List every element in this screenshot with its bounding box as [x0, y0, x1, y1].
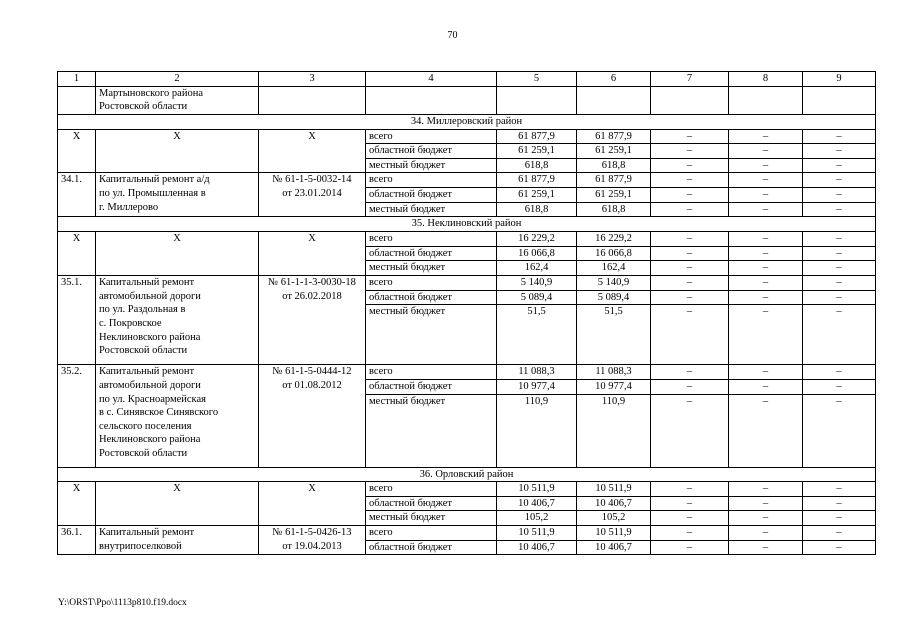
section-header-row [58, 114, 876, 129]
header-cell: 2 [96, 72, 259, 87]
section-title: 36. Орловский район [58, 467, 876, 482]
summary-row: Х Х Х всего 10 511,9 10 511,9 – – – [58, 482, 876, 497]
budget-table: 1 2 3 4 5 6 7 8 9 Мартыновского района Ростовской области 34. Миллеровский район Х Х Х всего 61 877,9 61 877,9 – – – областной бюджет 61 259,1 61 259,1 – – – местный бюджет 618,8 618,8 – – – 34.1. Капитальный ремонт а/д по ул. Промышленная в г. Миллерово № 61-1-5-0032-14 от 23.01.2014 всего 61 877,9 61 877,9 – – – областной бюджет 61 259,1 61 259,1 – – – местный бюджет 618,8 618,8 – – – 35. Неклиновский район Х Х Х всего 16 229,2 16 229,2 – – – областной бюджет 16 066,8 16 066,8 – – – местный бюджет 162,4 162,4 – – – 35.1. Капитальный ремонт автомобильной дороги по ул. Раздольная в с. Покровское Неклиновского района Ростовской области № 61-1-1-3-0030-18 от 26.02.2018 всего 5 140,9 5 140,9 – – – областной бюджет 5 089,4 5 089,4 – – – местный бюджет 51,5 51,5 – – – 35.2. Капитальный ремонт автомобильной дороги по ул. Красноармейская в с. Синявское Синявского сельского поселения Неклиновского района Ростовской области № 61-1-5-0444-12 от 01.08.2012 всего 11 088,3 11 088,3 – – – областной бюджет 10 977,4 10 977,4 – – – местный бюджет 110,9 110,9 – – – 36. Орловский район Х Х Х всего 10 511,9 10 511,9 – – – областной бюджет 10 406,7 10 406,7 – – – местный бюджет 105,2 105,2 – – – 36.1. Капитальный ремонт внутрипоселковой № 61-1-5-0426-13 от 19.04.2013 всего 10 511,9 10 511,9 – – – областной бюджет 10 406,7 10 406,7 – – – [57, 71, 876, 555]
header-cell: 7 [651, 72, 729, 87]
project-name-cell: Мартыновского района Ростовской области [96, 86, 259, 114]
table-row [58, 86, 876, 114]
summary-row: Х Х Х всего 61 877,9 61 877,9 – – – [58, 129, 876, 144]
header-cell: 3 [259, 72, 366, 87]
section-header-row [58, 217, 876, 232]
page-number: 70 [447, 30, 458, 41]
table-row: 36.1. Капитальный ремонт внутрипоселковой № 61-1-5-0426-13 от 19.04.2013 всего 10 511,9 10 511,9 – – – [58, 526, 876, 541]
section-title: 35. Неклиновский район [58, 217, 876, 232]
table-row: 34.1. Капитальный ремонт а/д по ул. Промышленная в г. Миллерово № 61-1-5-0032-14 от 23.01.2014 всего 61 877,9 61 877,9 – – – [58, 173, 876, 188]
header-cell: 5 [497, 72, 577, 87]
section-title: 34. Миллеровский район [58, 114, 876, 129]
header-cell: 9 [803, 72, 876, 87]
header-cell: 8 [729, 72, 803, 87]
summary-row: Х Х Х всего 16 229,2 16 229,2 – – – [58, 232, 876, 247]
table-row: 35.1. Капитальный ремонт автомобильной дороги по ул. Раздольная в с. Покровское Неклиновского района Ростовской области № 61-1-1-3-0030-18 от 26.02.2018 всего 5 140,9 5 140,9 – – – [58, 275, 876, 290]
header-cell: 6 [577, 72, 651, 87]
header-cell: 1 [58, 72, 96, 87]
section-header-row [58, 467, 876, 482]
header-cell: 4 [366, 72, 497, 87]
table-row: 35.2. Капитальный ремонт автомобильной дороги по ул. Красноармейская в с. Синявское Синявского сельского поселения Неклиновского района Ростовской области № 61-1-5-0444-12 от 01.08.2012 всего 11 088,3 11 088,3 – – – [58, 365, 876, 380]
header-row [58, 72, 876, 87]
file-path-footer: Y:\ORST\Ppo\1113p810.f19.docx [58, 598, 187, 608]
